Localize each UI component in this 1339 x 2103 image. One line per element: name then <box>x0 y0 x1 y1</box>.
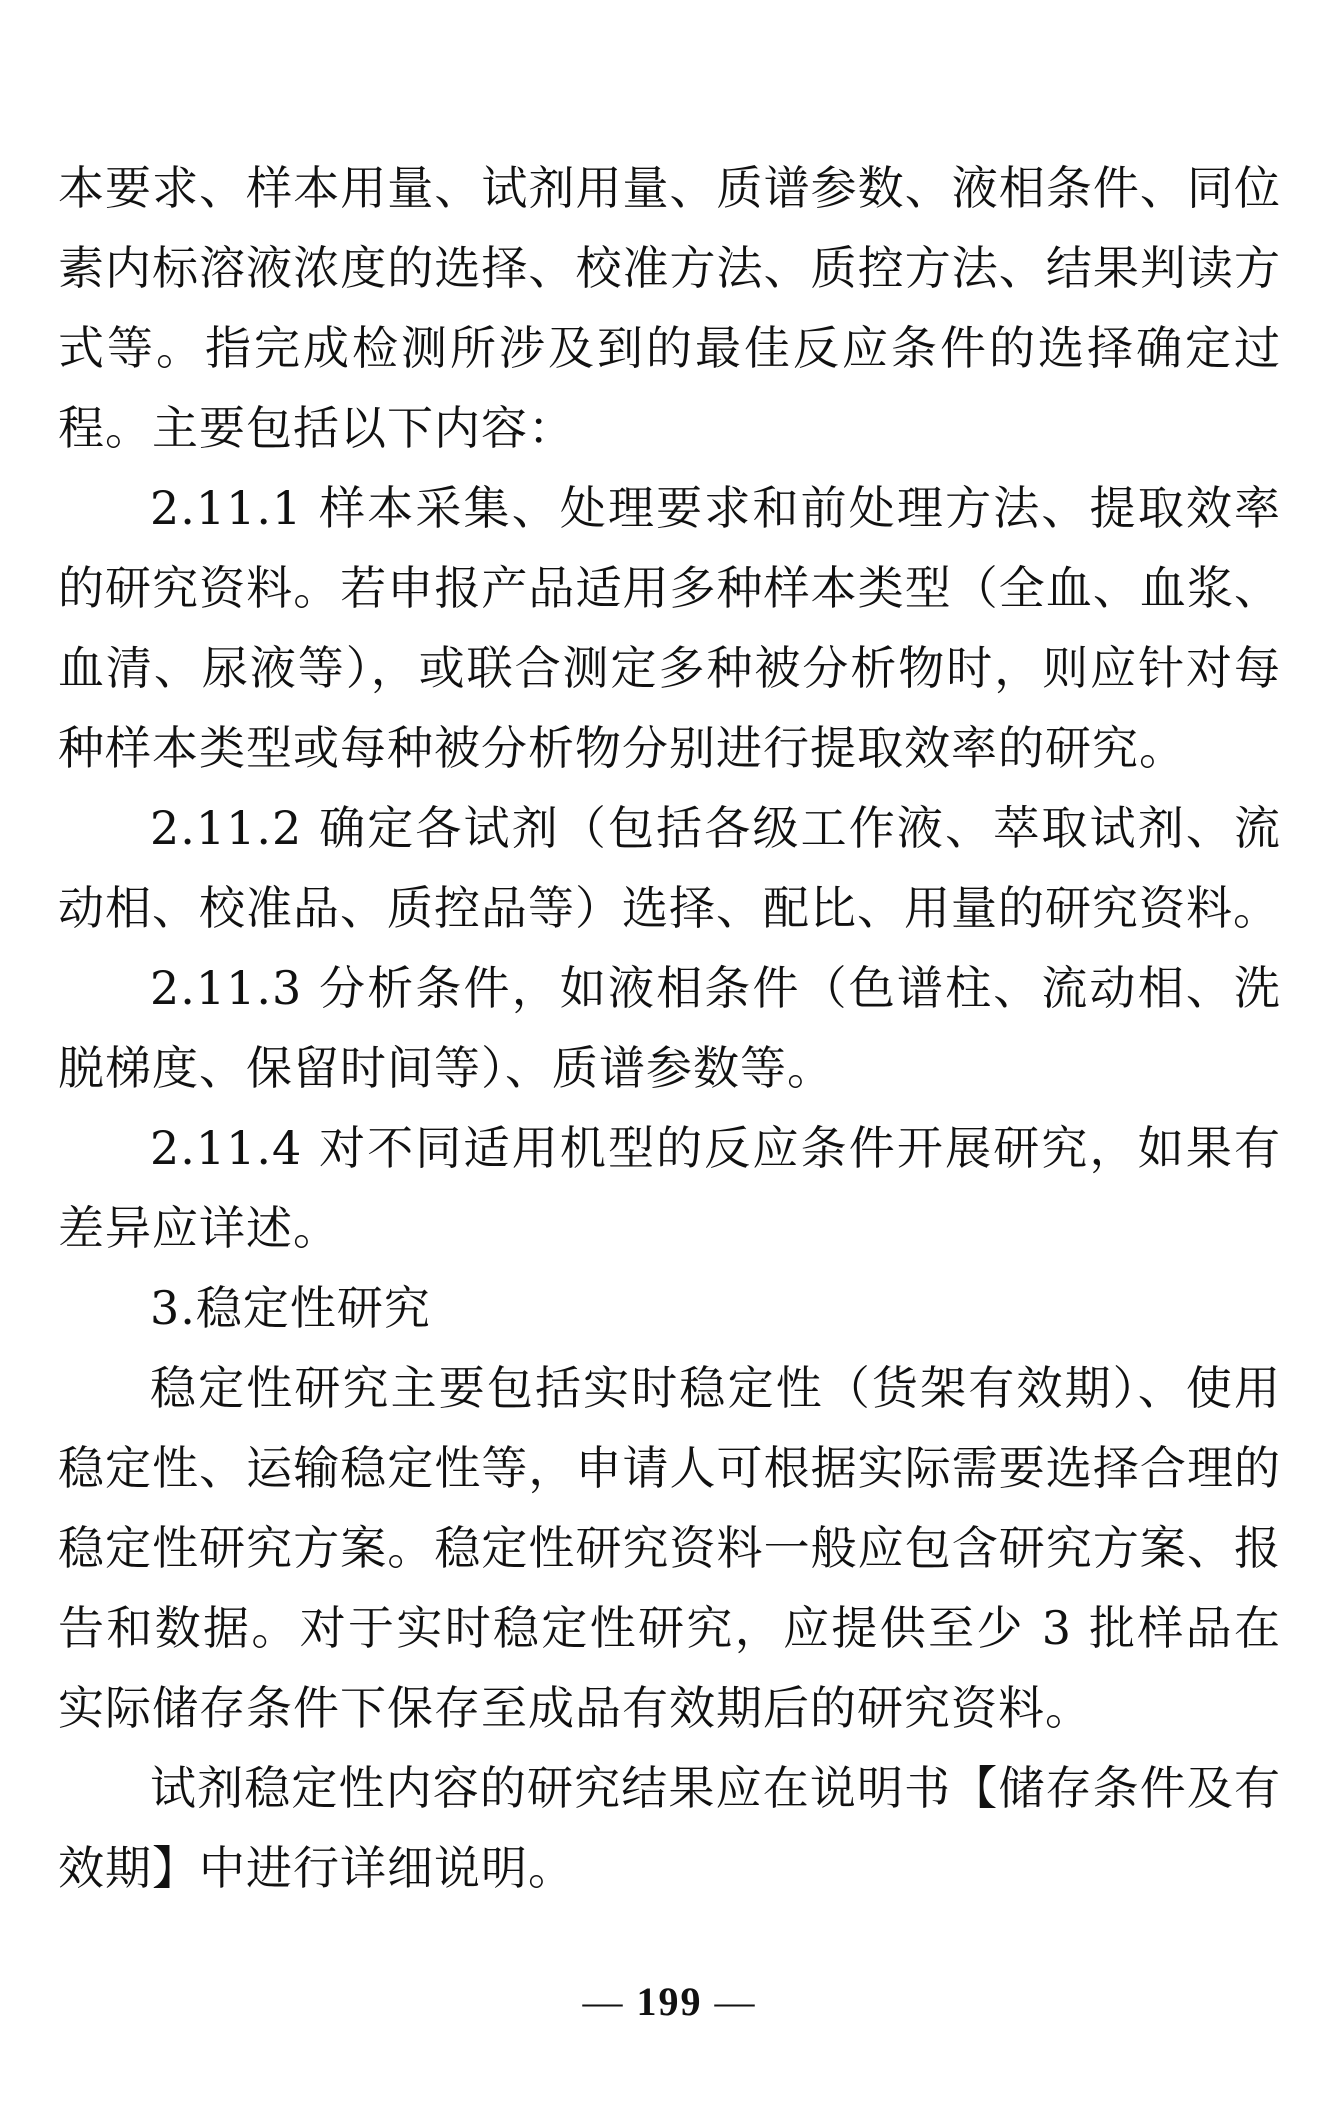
paragraph-stability-content: 稳定性研究主要包括实时稳定性（货架有效期）、使用稳定性、运输稳定性等，申请人可根据实际需要选择合理的稳定性研究方案。稳定性研究资料一般应包含研究方案、报告和数据。对于实时稳定性研究，应提供至少 3 批样品在实际储存条件下保存至成品有效期后的研究资料。 <box>58 1361 1281 1735</box>
paragraph-2-11-1: 2.11.1 样本采集、处理要求和前处理方法、提取效率的研究资料。若申报产品适用多种样本类型（全血、血浆、血清、尿液等），或联合测定多种被分析物时，则应针对每种样本类型或每种被分析物分别进行提取效率的研究。 <box>58 481 1281 775</box>
paragraph-2-11-2: 2.11.2 确定各试剂（包括各级工作液、萃取试剂、流动相、校准品、质控品等）选择、配比、用量的研究资料。 <box>58 801 1281 935</box>
paragraph-continuation: 本要求、样本用量、试剂用量、质谱参数、液相条件、同位素内标溶液浓度的选择、校准方法、质控方法、结果判读方式等。指完成检测所涉及到的最佳反应条件的选择确定过程。主要包括以下内容： <box>58 161 1281 455</box>
paragraph-2-11-4: 2.11.4 对不同适用机型的反应条件开展研究，如果有差异应详述。 <box>58 1121 1281 1255</box>
paragraph-stability-instructions: 试剂稳定性内容的研究结果应在说明书【储存条件及有效期】中进行详细说明。 <box>58 1761 1281 1895</box>
page-number-dash-left: — <box>582 1979 625 2024</box>
page-number-footer <box>0 1978 1339 2025</box>
page-number: 199 <box>636 1979 703 2024</box>
section-heading-stability: 3.稳定性研究 <box>150 1281 431 1335</box>
page-number-dash-right: — <box>714 1979 757 2024</box>
paragraph-2-11-3: 2.11.3 分析条件，如液相条件（色谱柱、流动相、洗脱梯度、保留时间等）、质谱参数等。 <box>58 961 1281 1095</box>
